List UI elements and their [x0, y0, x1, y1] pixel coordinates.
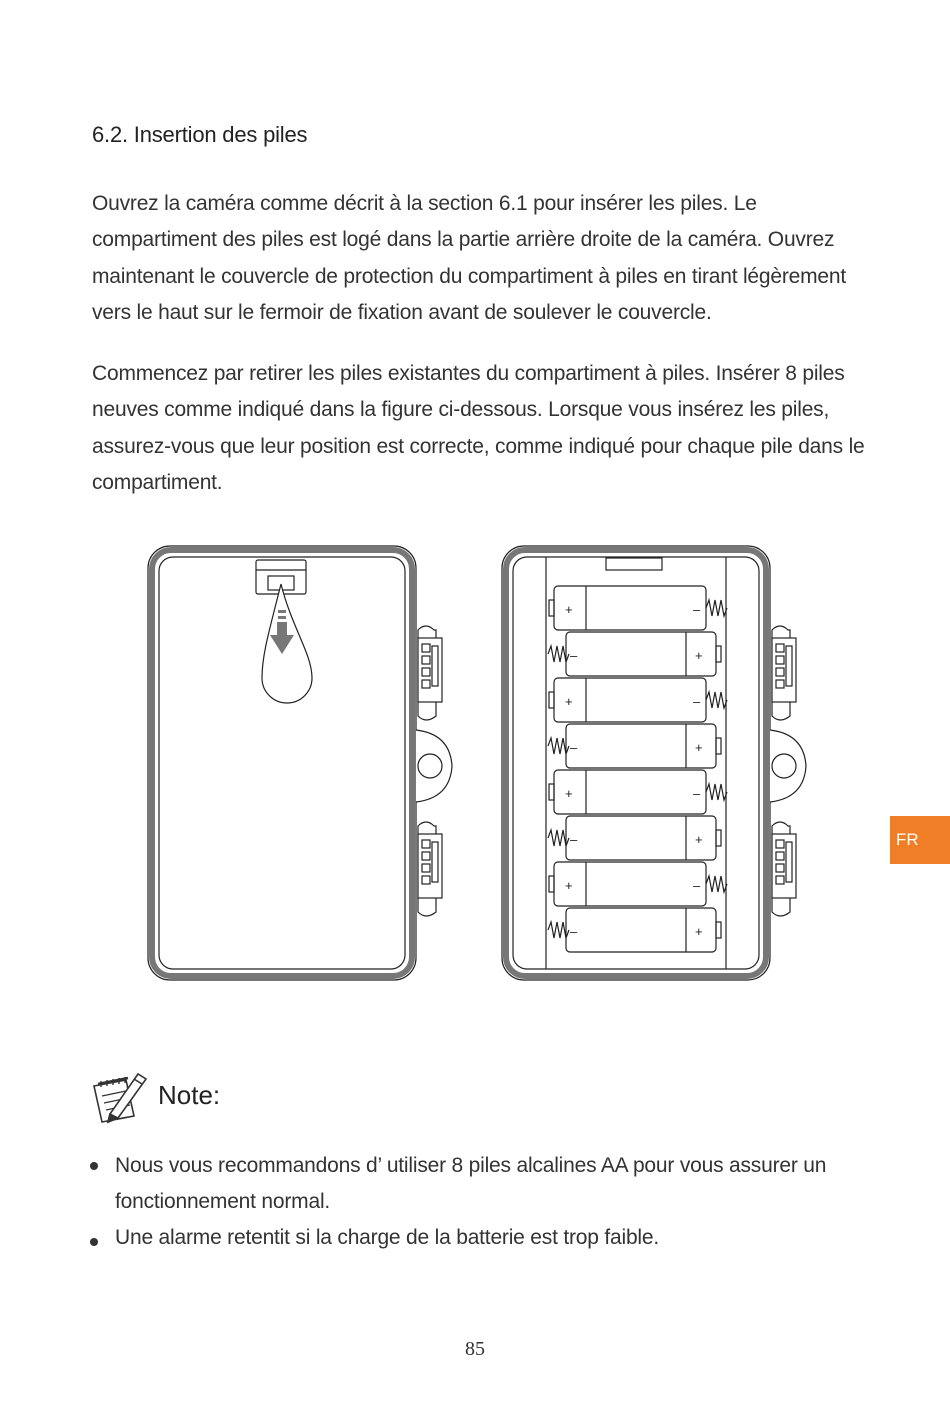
minus-label: – — [693, 602, 701, 617]
plus-label: + — [565, 694, 573, 709]
minus-label: – — [693, 878, 701, 893]
minus-label: – — [570, 832, 578, 847]
paragraph-text: Ouvrez la caméra comme décrit à la section 6.1 pour insérer les piles. Le compartiment des piles est logé dans la partie arrière droite de la caméra. Ouvrez maintenant le couvercle de protection du compartiment à piles en tirant légèrement vers le haut sur le fermoir de fixation avant de soulever le couvercle. — [92, 192, 847, 324]
minus-label: – — [570, 648, 578, 663]
battery — [549, 862, 727, 906]
list-item — [88, 1220, 888, 1256]
battery — [549, 770, 727, 814]
minus-label: – — [570, 740, 578, 755]
plus-label: + — [695, 924, 703, 939]
plus-label: + — [695, 832, 703, 847]
note-title: Note: — [158, 1080, 221, 1110]
minus-label: – — [570, 924, 578, 939]
plus-label: + — [565, 786, 573, 801]
list-item — [88, 1148, 888, 1220]
plus-label: + — [695, 648, 703, 663]
note-list — [88, 1148, 888, 1256]
plus-label: + — [695, 740, 703, 755]
note-item-text: Une alarme retentit si la charge de la batterie est trop faible. — [115, 1226, 659, 1249]
minus-label: – — [693, 694, 701, 709]
battery — [549, 678, 727, 722]
paragraph-insert-batteries — [92, 356, 882, 501]
bullet-dot — [90, 1238, 98, 1246]
paragraph-text: Commencez par retirer les piles existantes du compartiment à piles. Insérer 8 piles neuves comme indiqué dans la figure ci-dessous. Lorsque vous insérez les piles, assurez-vous que leur position est correcte, comme indiqué pour chaque pile dans le compartiment. — [92, 362, 865, 494]
battery-compartment-illustration — [502, 546, 806, 980]
camera-cover-illustration — [148, 546, 452, 980]
section-heading: 6.2. Insertion des piles — [92, 122, 308, 147]
language-tab: FR — [890, 816, 950, 864]
plus-label: + — [565, 878, 573, 893]
note-item-text: Nous vous recommandons d’ utiliser 8 piles alcalines AA pour vous assurer un fonctionnement normal. — [115, 1154, 827, 1213]
plus-label: + — [565, 602, 573, 617]
page-number: 85 — [465, 1338, 485, 1360]
paragraph-open-camera — [92, 186, 882, 331]
battery-insertion-figure — [140, 538, 820, 988]
notepad-pencil-icon — [88, 1068, 152, 1126]
battery — [549, 586, 727, 630]
minus-label: – — [693, 786, 701, 801]
bullet-dot — [90, 1162, 98, 1170]
